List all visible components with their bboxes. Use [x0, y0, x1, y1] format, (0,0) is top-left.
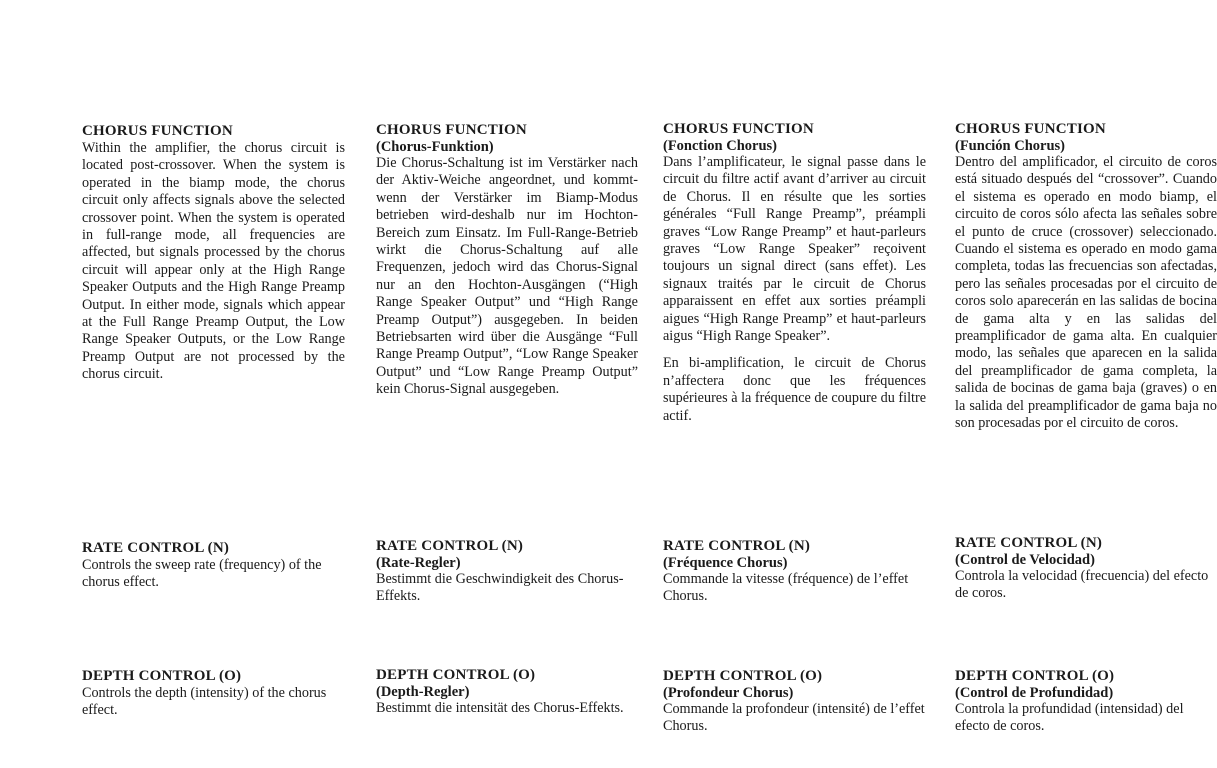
- chorus-function-section: [955, 121, 1217, 433]
- rate-control-section: [663, 538, 926, 606]
- section-paragraph: Controls the depth (intensity) of the chorus effect.: [82, 685, 327, 719]
- section-heading: RATE CONTROL (N): [955, 535, 1103, 551]
- section-subheading: (Función Chorus): [955, 138, 1065, 154]
- section-subheading: (Fonction Chorus): [663, 138, 777, 154]
- depth-control-section: [82, 668, 345, 720]
- depth-control-section: [376, 667, 638, 717]
- section-subheading: (Chorus-Funktion): [376, 139, 494, 155]
- section-subheading: (Control de Profundidad): [955, 685, 1114, 701]
- chorus-function-section: [663, 121, 926, 425]
- section-paragraph: Controla la velocidad (frecuencia) del efecto de coros.: [955, 568, 1209, 602]
- column-german: [376, 122, 638, 762]
- section-heading: CHORUS FUNCTION: [955, 121, 1106, 137]
- section-heading: RATE CONTROL (N): [376, 538, 524, 554]
- section-heading: CHORUS FUNCTION: [663, 121, 814, 137]
- section-heading: DEPTH CONTROL (O): [955, 668, 1115, 684]
- section-heading: DEPTH CONTROL (O): [663, 668, 823, 684]
- depth-control-section: [955, 668, 1217, 736]
- section-paragraph: Bestimmt die Geschwindigkeit des Chorus-Effekts.: [376, 571, 624, 605]
- section-paragraph: Within the amplifier, the chorus circuit is located post-crossover. When the system is operated in the biamp mode, the chorus circuit only affects signals above the selected crossover point. When the system is operated in full-range mode, all frequencies are affected, but signals processed by the chorus circuit will appear only at the High Range Speaker Outputs and the High Range Preamp Output. In either mode, signals which appear at the Full Range Preamp Output, the Low Range Speaker Outputs, or the Low Range Preamp Output are not processed by the chorus circuit.: [82, 140, 345, 383]
- rate-control-section: [955, 535, 1217, 603]
- section-subheading: (Depth-Regler): [376, 684, 470, 700]
- section-paragraph: Controls the sweep rate (frequency) of the chorus effect.: [82, 557, 322, 591]
- section-subheading: (Profondeur Chorus): [663, 685, 794, 701]
- depth-control-section: [663, 668, 926, 736]
- column-english: [82, 123, 345, 763]
- section-heading: CHORUS FUNCTION: [82, 123, 233, 139]
- section-subheading: (Control de Velocidad): [955, 552, 1095, 568]
- section-paragraph: Commande la vitesse (fréquence) de l’effet Chorus.: [663, 571, 909, 605]
- section-subheading: (Fréquence Chorus): [663, 555, 788, 571]
- section-paragraph: Dentro del amplificador, el circuito de coros está situado después del “crossover”. Cuando el sistema es operado en modo biamp, el circuito de coros sólo afecta las señales sobre el punto de cruce (crossover) seleccionado. Cuando el sistema es operado en modo gama completa, todas las frecuencias son afectadas, pero las señales procesadas por el circuito de coros solo aparecerán en las salidas de bocina de gama alta y en las salidas del preamplificador de gama alta. En cualquier modo, las señales que aparecen en la salida del preamplificador de gama completa, la salida de bocinas de gama baja (graves) o en la salida del preamplificador de gama baja no son procesadas por el circuito de coros.: [955, 154, 1217, 432]
- section-heading: DEPTH CONTROL (O): [376, 667, 536, 683]
- chorus-function-section: [376, 122, 638, 399]
- section-paragraph: Bestimmt die intensität des Chorus-Effekts.: [376, 700, 624, 716]
- section-heading: CHORUS FUNCTION: [376, 122, 527, 138]
- section-subheading: (Rate-Regler): [376, 555, 461, 571]
- rate-control-section: [82, 540, 345, 592]
- section-paragraph: En bi-amplification, le circuit de Chorus n’affectera donc que les fréquences supérieures à la fréquence de coupure du filtre actif.: [663, 355, 926, 424]
- section-heading: RATE CONTROL (N): [663, 538, 811, 554]
- rate-control-section: [376, 538, 638, 606]
- column-french: [663, 121, 926, 761]
- column-spanish-inner: [955, 121, 1217, 761]
- section-paragraph: Controla la profundidad (intensidad) del efecto de coros.: [955, 701, 1184, 735]
- column-spanish: [955, 121, 1217, 761]
- section-heading: DEPTH CONTROL (O): [82, 668, 242, 684]
- section-paragraph: Commande la profondeur (intensité) de l’effet Chorus.: [663, 701, 925, 735]
- section-paragraph: Dans l’amplificateur, le signal passe dans le circuit du filtre actif avant d’arriver au circuit de Chorus. Il en résulte que les sorties générales “Full Range Preamp”, préampli graves “Low Range Preamp” et haut-parleurs graves “Low Range Speaker” reçoivent toujours un signal direct (sans effet). Les signaux traités par le circuit de Chorus apparaissent en effet aux sorties préampli aigues “High Range Preamp” et haut-parleurs aigus “High Range Speaker”.: [663, 154, 926, 345]
- section-paragraph: Die Chorus-Schaltung ist im Verstärker nach der Aktiv-Weiche angeordnet, und kommt-wenn der Verstärker im Biamp-Modus betrieben wird-deshalb nur im Hochton-Bereich zum Einsatz. Im Full-Range-Betrieb wirkt die Chorus-Schaltung auf alle Frequenzen, jedoch wird das Chorus-Signal nur an den Hochton-Ausgängen (“High Range Speaker Output” und “High Range Preamp Output”) ausgegeben. In beiden Betriebsarten wird über die Ausgänge “Full Range Preamp Output”, “Low Range Speaker Output” und “Low Range Preamp Output” kein Chorus-Signal ausgegeben.: [376, 155, 638, 398]
- chorus-function-section: [82, 123, 345, 384]
- section-heading: RATE CONTROL (N): [82, 540, 230, 556]
